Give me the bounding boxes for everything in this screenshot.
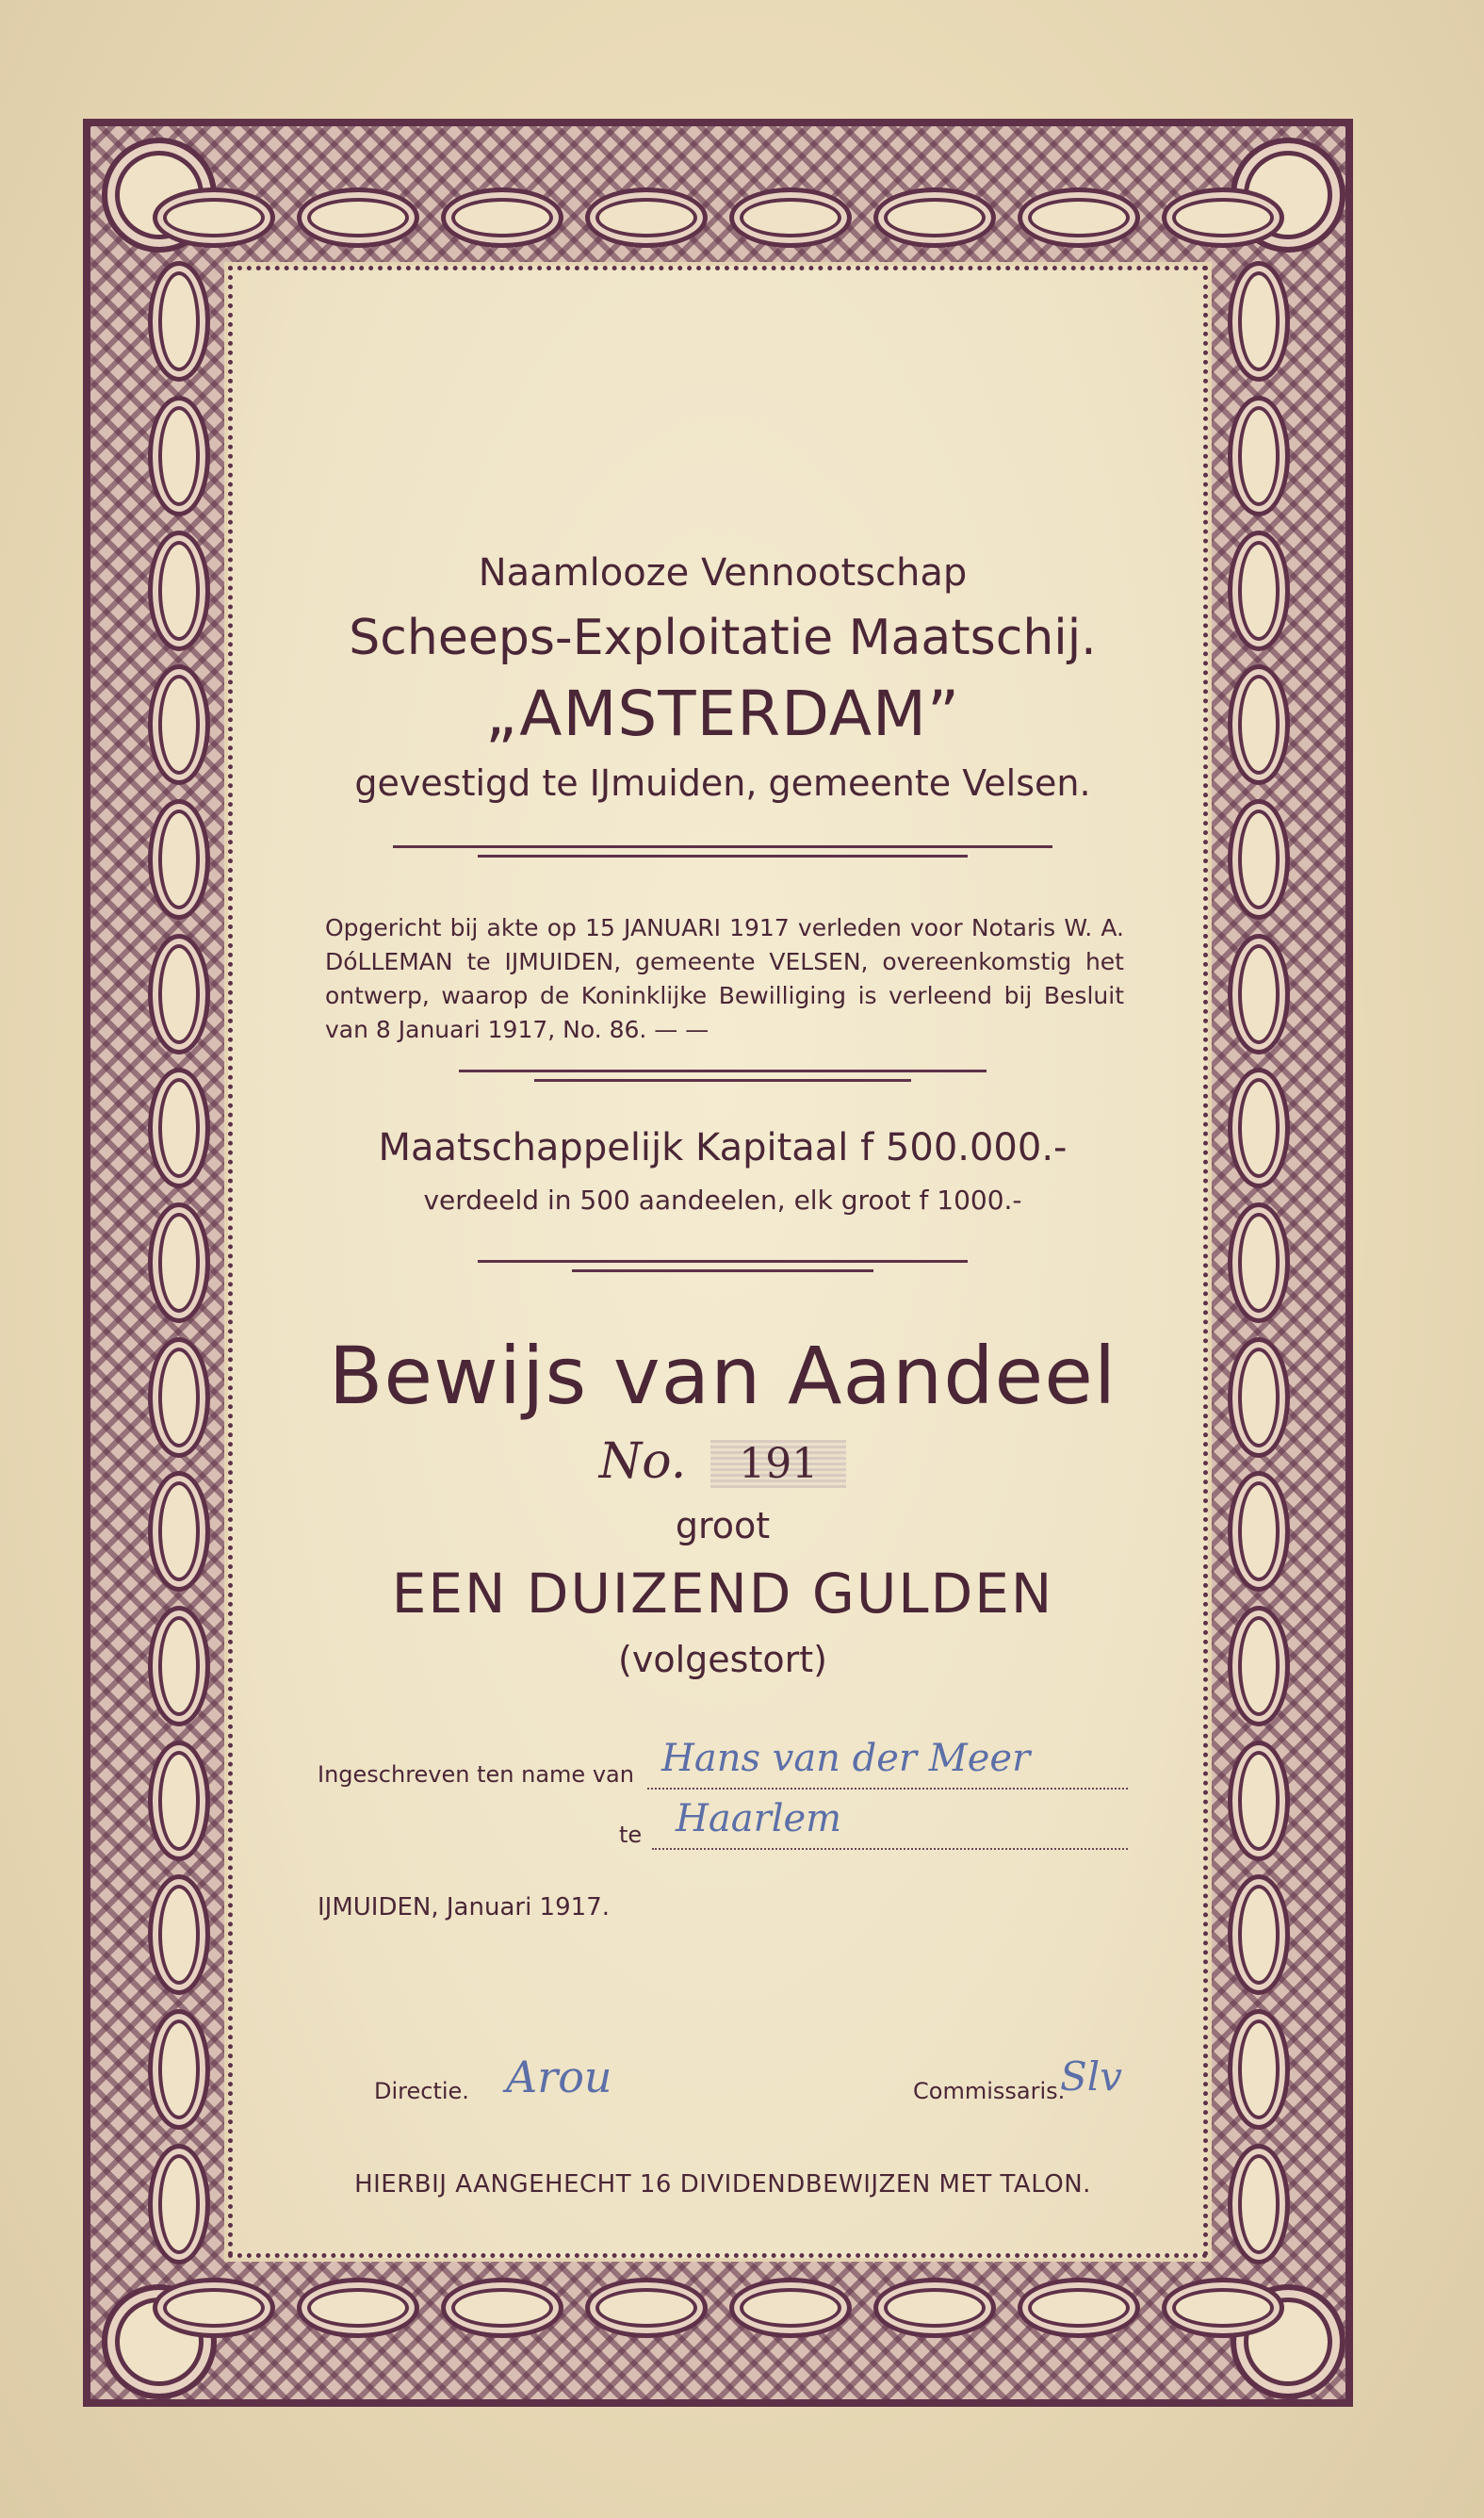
rosette-oval-icon (729, 188, 852, 248)
share-number: 191 (710, 1440, 846, 1488)
rosette-oval-icon (148, 934, 210, 1055)
rosette-oval-icon (153, 188, 275, 248)
place-line (652, 1848, 1128, 1850)
groot-label: groot (675, 1505, 771, 1546)
rosette-oval-icon (148, 1874, 210, 1995)
company-line: Scheeps-Exploitatie Maatschij. (349, 610, 1097, 666)
rosette-oval-icon (873, 2278, 996, 2338)
rosette-oval-icon (1228, 1068, 1290, 1188)
rosette-oval-icon (148, 2009, 210, 2130)
rosette-oval-icon (148, 1741, 210, 1861)
share-amount: EEN DUIZEND GULDEN (391, 1561, 1054, 1626)
rosette-oval-icon (585, 2278, 708, 2338)
rosette-oval-icon (1228, 1471, 1290, 1592)
border-band-top (141, 185, 1295, 251)
border-band-left (141, 254, 217, 2271)
border-band-bottom (141, 2275, 1295, 2341)
rosette-oval-icon (1018, 2278, 1140, 2338)
rosette-oval-icon (297, 2278, 419, 2338)
divider (572, 1269, 873, 1272)
capital-line: Maatschappelijk Kapitaal f 500.000.- (378, 1126, 1068, 1169)
rosette-oval-icon (297, 188, 419, 248)
rosette-oval-icon (148, 531, 210, 651)
rosette-oval-icon (148, 1202, 210, 1323)
rosette-oval-icon (1228, 531, 1290, 651)
holder-place-handwriting: Haarlem (676, 1797, 842, 1840)
rosette-oval-icon (148, 2144, 210, 2265)
divider (393, 845, 1052, 848)
rosette-oval-icon (1162, 188, 1284, 248)
rosette-oval-icon (148, 664, 210, 785)
holder-name-handwriting: Hans van der Meer (661, 1737, 1031, 1780)
share-number-row (233, 1433, 1213, 1490)
company-location: gevestigd te IJmuiden, gemeente Velsen. (354, 762, 1091, 804)
divider (478, 855, 968, 858)
rosette-oval-icon (1228, 2144, 1290, 2265)
rosette-oval-icon (148, 261, 210, 382)
company-type: Naamlooze Vennootschap (478, 551, 968, 595)
directie-label: Directie. (374, 2078, 469, 2104)
founding-text: Opgericht bij akte op 15 JANUARI 1917 verleden voor Notaris W. A. DóLLEMAN te IJMUIDEN, gemeente VELSEN, overeenkomstig het ontwerp, waarop de Koninklijke Bewilliging is verleend bij Besluit van 8 Januari 1917, No. 86. — — (325, 914, 1124, 1043)
rosette-oval-icon (148, 1471, 210, 1592)
place-label: te (619, 1822, 643, 1848)
directie-signature: Arou (506, 2052, 612, 2102)
rosette-oval-icon (873, 188, 996, 248)
rosette-oval-icon (1228, 664, 1290, 785)
commissaris-label: Commissaris. (913, 2078, 1066, 2104)
rosette-oval-icon (1162, 2278, 1284, 2338)
certificate-body (228, 266, 1208, 2258)
company-name: „AMSTERDAM” (484, 678, 961, 750)
divider (459, 1070, 987, 1072)
footer-note: HIERBIJ AANGEHECHT 16 DIVIDENDBEWIJZEN MET TALON. (354, 2170, 1091, 2199)
rosette-oval-icon (148, 1606, 210, 1726)
rosette-oval-icon (1228, 934, 1290, 1055)
capital-division: verdeeld in 500 aandeelen, elk groot f 1000.- (423, 1185, 1022, 1216)
border-band-right (1221, 254, 1296, 2271)
rosette-oval-icon (441, 188, 563, 248)
divider (534, 1079, 911, 1082)
rosette-oval-icon (148, 396, 210, 516)
rosette-oval-icon (148, 1068, 210, 1188)
rosette-oval-icon (1228, 1337, 1290, 1458)
rosette-oval-icon (1228, 799, 1290, 920)
rosette-oval-icon (1018, 188, 1140, 248)
rosette-oval-icon (1228, 261, 1290, 382)
rosette-oval-icon (1228, 1741, 1290, 1861)
share-number-label: No. (598, 1433, 687, 1490)
name-line (647, 1788, 1128, 1790)
commissaris-signature: Slv (1060, 2053, 1122, 2100)
rosette-oval-icon (1228, 2009, 1290, 2130)
rosette-oval-icon (1228, 396, 1290, 516)
rosette-oval-icon (1228, 1202, 1290, 1323)
rosette-oval-icon (1228, 1874, 1290, 1995)
rosette-oval-icon (729, 2278, 852, 2338)
share-title: Bewijs van Aandeel (328, 1330, 1117, 1422)
issue-date: IJMUIDEN, Januari 1917. (318, 1893, 610, 1921)
paid-status: (volgestort) (618, 1639, 827, 1680)
rosette-oval-icon (585, 188, 708, 248)
rosette-oval-icon (148, 1337, 210, 1458)
divider (478, 1260, 968, 1263)
rosette-oval-icon (441, 2278, 563, 2338)
rosette-oval-icon (1228, 1606, 1290, 1726)
name-label: Ingeschreven ten name van (318, 1761, 634, 1788)
rosette-oval-icon (153, 2278, 275, 2338)
rosette-oval-icon (148, 799, 210, 920)
